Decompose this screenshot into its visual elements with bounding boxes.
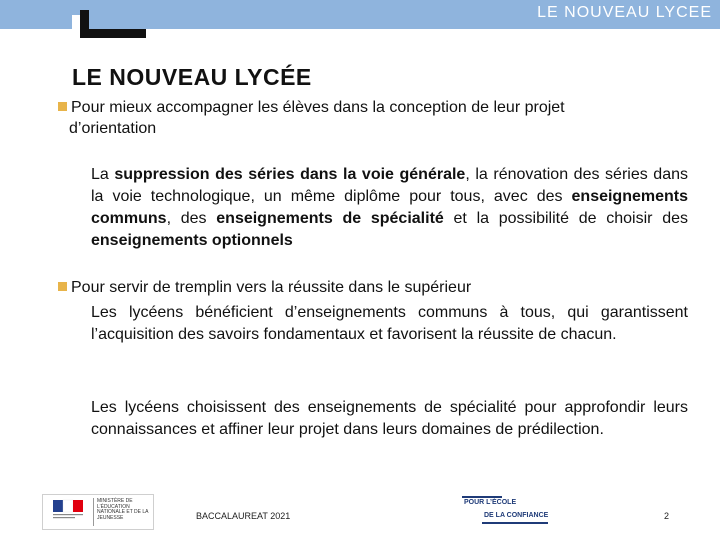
paragraph-common-teaching: Les lycéens bénéficient d’enseignements communs à tous, qui garantissent l’acquisition des savoirs fondamentaux et favorisent la réussite de chacun. xyxy=(91,304,688,343)
slide-title: LE NOUVEAU LYCÉE xyxy=(72,64,312,90)
ecole-line2: DE LA CONFIANCE xyxy=(484,512,549,519)
bullet1-line2: d’orientation xyxy=(69,120,157,137)
ecole-line1: POUR L’ÉCOLE xyxy=(464,499,517,506)
bullet-square-icon xyxy=(58,282,67,291)
paragraph1-text: La xyxy=(91,166,115,183)
page-number: 2 xyxy=(664,511,670,521)
ministry-logo xyxy=(42,494,154,530)
ecole-confiance-logo xyxy=(462,496,552,526)
bullet-square-icon xyxy=(58,102,67,111)
bullet1-line1: Pour mieux accompagner les élèves dans la conception de leur projet xyxy=(71,99,565,116)
paragraph1-text: , la rénovation des séries dans la voie technologique, un même diplôme pour tous, avec des xyxy=(91,166,689,205)
footer-date-label: BACCALAUREAT 2021 xyxy=(196,511,291,521)
bullet-tremplin xyxy=(58,277,678,298)
paragraph1-bold: enseignements communs xyxy=(91,188,688,227)
paragraph1-bold: enseignements de spécialité xyxy=(216,210,444,227)
ministry-name: MINISTÈRE DE L’ÉDUCATION NATIONALE ET DE LA JEUNESSE xyxy=(97,498,149,521)
paragraph1-text: et la possibilité de choisir des xyxy=(443,210,688,227)
republic-flag-icon xyxy=(49,499,89,521)
paragraph1-bold: suppression des séries dans la voie générale xyxy=(114,166,466,183)
corner-logo-mark xyxy=(72,10,152,40)
bullet-orientation xyxy=(58,97,678,139)
paragraph-reform xyxy=(91,164,688,252)
bullet2-line1: Pour servir de tremplin vers la réussite dans le supérieur xyxy=(71,279,472,296)
paragraph-speciality: Les lycéens choisissent des enseignements de spécialité pour approfondir leurs connaissances et affiner leur projet dans leurs domaines de prédilection. xyxy=(91,399,688,438)
paragraph1-text: , des xyxy=(166,210,217,227)
paragraph1-bold: enseignements optionnels xyxy=(91,232,293,249)
banner-title: LE NOUVEAU LYCEE xyxy=(537,4,712,21)
